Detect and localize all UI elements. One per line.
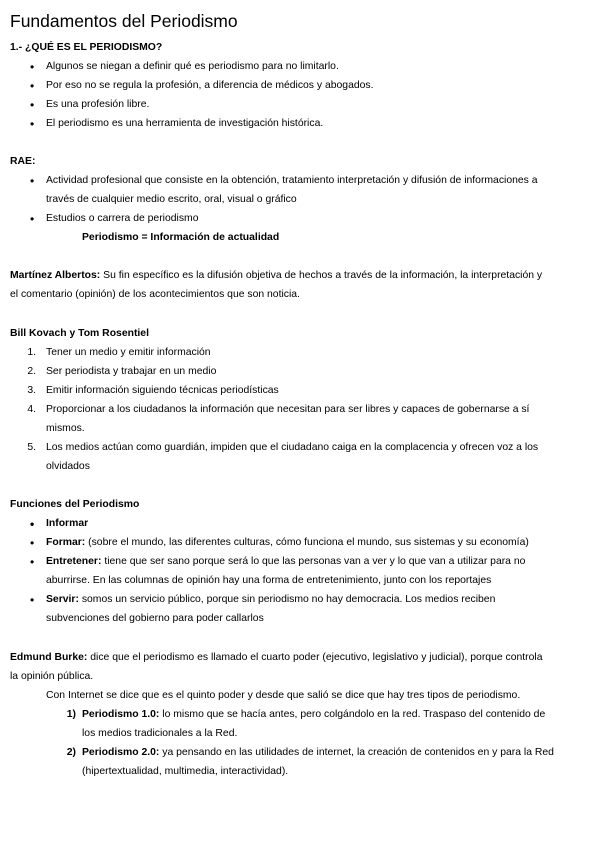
list-item: • Es una profesión libre. — [46, 98, 149, 112]
section-heading-funciones: Funciones del Periodismo — [10, 499, 140, 510]
item-number: 5. — [27, 442, 36, 453]
list-item — [46, 555, 525, 569]
item-text: ya pensando en las utilidades de internet, la creación de contenidos en y para la Red — [159, 747, 554, 758]
numbered-item — [27, 346, 211, 360]
author-name: Edmund Burke: — [10, 652, 88, 663]
item-text: Ser periodista y trabajar en un medio — [46, 366, 217, 377]
numbered-item — [66, 708, 546, 722]
paragraph-text: el comentario (opinión) de los acontecimientos que son noticia. — [10, 289, 300, 300]
author-name: Martínez Albertos: — [10, 270, 101, 281]
item-text: Proporcionar a los ciudadanos la información que necesitan para ser libres y capaces de gobernarse a sí — [46, 404, 530, 415]
item-number: 4. — [27, 404, 36, 415]
function-label: Servir: — [46, 594, 79, 605]
definition-formula: Periodismo = Información de actualidad — [82, 232, 280, 243]
function-label: Entretener: — [46, 556, 102, 567]
paragraph-text: Su fin específico es la difusión objetiva de hechos a través de la información, la interpretación y — [100, 270, 543, 281]
item-text-continuation: los medios tradicionales a la Red. — [82, 728, 238, 739]
list-item: • Por eso no se regula la profesión, a diferencia de médicos y abogados. — [46, 79, 374, 93]
numbered-item — [27, 384, 279, 398]
function-text-continuation: aburrirse. En las columnas de opinión hay una forma de entretenimiento, junto con los reportajes — [46, 575, 492, 586]
list-item — [46, 593, 495, 607]
item-number: 2. — [27, 366, 36, 377]
numbered-item — [66, 746, 554, 760]
item-text-continuation: (hipertextualidad, multimedia, interactividad). — [82, 766, 289, 777]
section-heading-rae: RAE: — [10, 156, 36, 167]
list-item: • Estudios o carrera de periodismo — [46, 212, 198, 226]
page-title: Fundamentos del Periodismo — [10, 11, 238, 31]
paragraph-text: Con Internet se dice que es el quinto poder y desde que salió se dice que hay tres tipos de periodismo. — [46, 690, 521, 701]
function-text: (sobre el mundo, las diferentes culturas, cómo funciona el mundo, sus sistemas y su economía) — [85, 537, 529, 548]
item-number: 3. — [27, 385, 36, 396]
function-text-continuation: subvenciones del gobierno para poder callarlos — [46, 613, 264, 624]
paragraph-text: dice que el periodismo es llamado el cuarto poder (ejecutivo, legislativo y judicial), porque controla — [87, 652, 543, 663]
item-text: Los medios actúan como guardián, impiden que el ciudadano caiga en la complacencia y ofrecen voz a los — [46, 442, 539, 453]
list-item: • Actividad profesional que consiste en la obtención, tratamiento interpretación y difusión de informaciones a — [46, 174, 538, 188]
function-text: tiene que ser sano porque será lo que las personas van a ver y lo que van a utilizar para no — [101, 556, 526, 567]
paragraph-text: la opinión pública. — [10, 671, 94, 682]
item-text: Tener un medio y emitir información — [46, 347, 211, 358]
numbered-item — [27, 403, 530, 417]
numbered-item — [27, 441, 539, 455]
list-item — [46, 536, 529, 550]
section-heading-kovach: Bill Kovach y Tom Rosentiel — [10, 328, 149, 339]
item-number: 1. — [27, 347, 36, 358]
item-text: Emitir información siguiendo técnicas periodísticas — [46, 385, 279, 396]
section-heading-que-es: 1.- ¿QUÉ ES EL PERIODISMO? — [10, 42, 163, 53]
list-item: • El periodismo es una herramienta de investigación histórica. — [46, 117, 323, 131]
item-label: Periodismo 2.0: — [82, 747, 160, 758]
item-text: lo mismo que se hacía antes, pero colgándolo en la red. Traspaso del contenido de — [159, 709, 546, 720]
function-label: Formar: — [46, 537, 86, 548]
item-text-continuation: mismos. — [46, 423, 85, 434]
burke-paragraph — [10, 651, 542, 665]
martinez-paragraph — [10, 269, 542, 283]
item-number: 2) — [66, 747, 76, 758]
list-item: • Informar — [46, 517, 88, 531]
list-item: • Algunos se niegan a definir qué es periodismo para no limitarlo. — [46, 60, 339, 74]
numbered-item — [27, 365, 217, 379]
item-label: Periodismo 1.0: — [82, 709, 160, 720]
item-number: 1) — [66, 709, 76, 720]
item-text-continuation: olvidados — [46, 461, 90, 472]
function-text: somos un servicio público, porque sin periodismo no hay democracia. Los medios reciben — [78, 594, 496, 605]
list-item-continuation: través de cualquier medio escrito, oral, visual o gráfico — [46, 194, 297, 205]
